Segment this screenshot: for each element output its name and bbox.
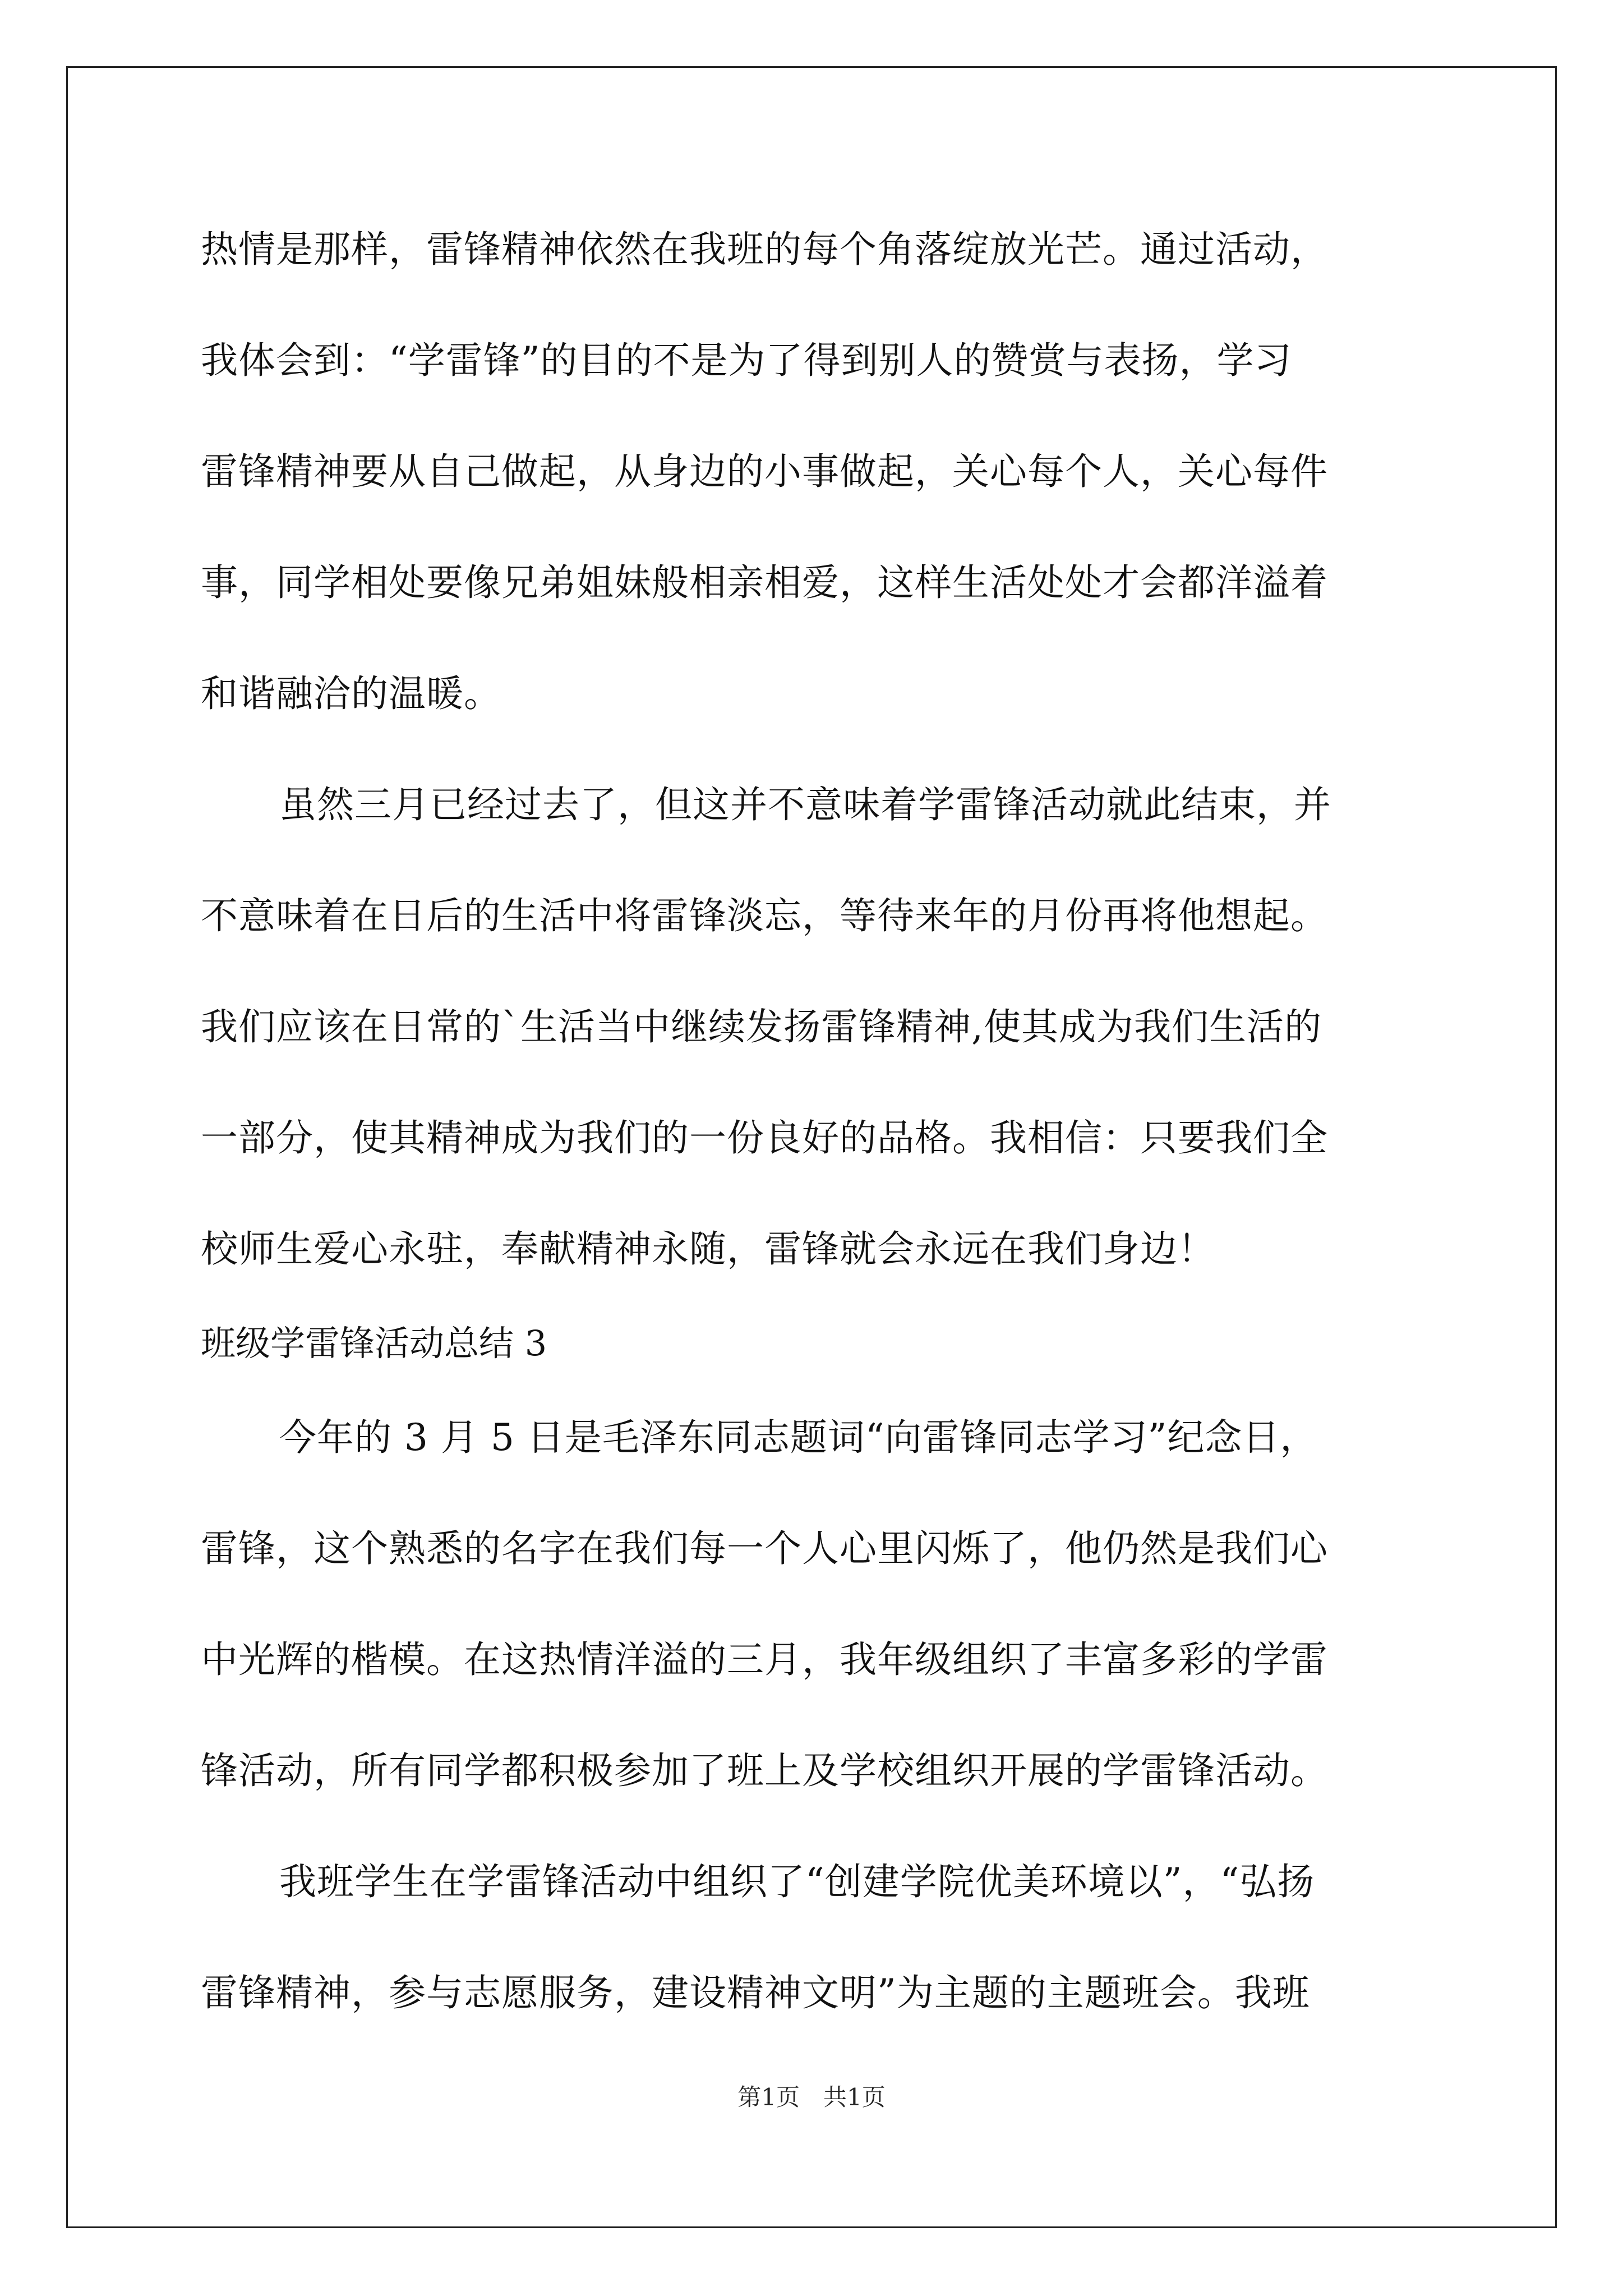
paragraph-line: 校师生爱心永驻，奉献精神永随，雷锋就会永远在我们身边！: [201, 1227, 1215, 1271]
paragraph-line: 一部分，使其精神成为我们的一份良好的品格。我相信：只要我们全: [201, 1116, 1328, 1159]
paragraph-line: 事，同学相处要像兄弟姐妹般相亲相爱，这样生活处处才会都洋溢着: [201, 561, 1328, 604]
paragraph-line: 雷锋精神，参与志愿服务，建设精神文明”为主题的主题班会。我班: [201, 1971, 1310, 2014]
paragraph-line: 雷锋，这个熟悉的名字在我们每一个人心里闪烁了，他仍然是我们心: [201, 1527, 1328, 1570]
paragraph-line: 锋活动，所有同学都积极参加了班上及学校组织开展的学雷锋活动。: [201, 1749, 1328, 1792]
paragraph-line: 和谐融洽的温暖。: [201, 672, 501, 715]
paragraph-line: 雷锋精神要从自己做起，从身边的小事做起，关心每个人，关心每件: [201, 450, 1328, 493]
paragraph-line: 我们应该在日常的`生活当中继续发扬雷锋精神,使其成为我们生活的: [201, 1005, 1322, 1048]
section-heading: 班级学雷锋活动总结 3: [201, 1323, 547, 1364]
paragraph-line: 我班学生在学雷锋活动中组织了“创建学院优美环境以”，“弘扬: [279, 1860, 1315, 1903]
paragraph-line: 我体会到：“学雷锋”的目的不是为了得到别人的赞赏与表扬，学习: [201, 339, 1292, 382]
paragraph-line: 虽然三月已经过去了，但这并不意味着学雷锋活动就此结束，并: [279, 783, 1331, 826]
page-footer: 第1页 共1页: [737, 2083, 886, 2111]
paragraph-line: 中光辉的楷模。在这热情洋溢的三月，我年级组织了丰富多彩的学雷: [201, 1638, 1328, 1681]
paragraph-line: 今年的 3 月 5 日是毛泽东同志题词“向雷锋同志学习”纪念日，: [279, 1416, 1318, 1459]
paragraph-line: 热情是那样，雷锋精神依然在我班的每个角落绽放光芒。通过活动，: [201, 228, 1328, 271]
paragraph-line: 不意味着在日后的生活中将雷锋淡忘，等待来年的月份再将他想起。: [201, 894, 1328, 937]
